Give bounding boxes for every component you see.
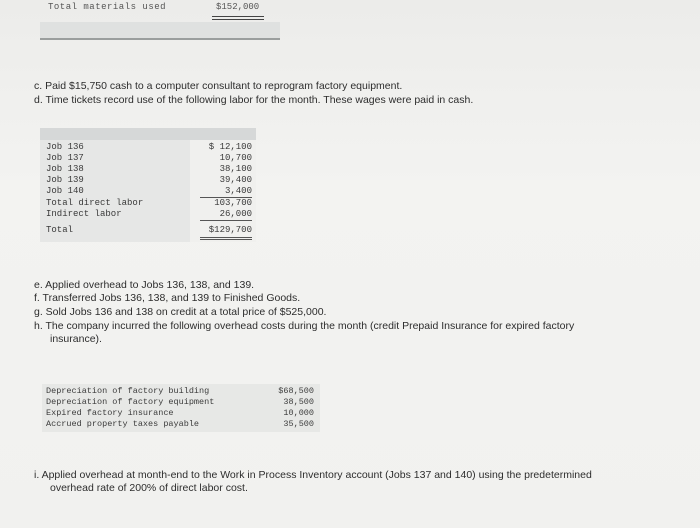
labor-row (40, 142, 256, 153)
labor-row (40, 186, 256, 197)
paragraph-e: e. Applied overhead to Jobs 136, 138, and 139. (34, 279, 255, 291)
overhead-row-value: 10,000 (283, 408, 314, 418)
overhead-row-label: Expired factory insurance (46, 408, 174, 418)
top-row-amount: $152,000 (216, 2, 260, 12)
labor-row-value: 103,700 (214, 198, 252, 208)
labor-table (40, 128, 256, 242)
overhead-table (42, 384, 320, 434)
labor-row-value: 3,400 (224, 186, 252, 196)
paragraph-f: f. Transferred Jobs 136, 138, and 139 to Finished Goods. (34, 292, 301, 304)
top-table-row (40, 2, 280, 42)
overhead-row-label: Depreciation of factory building (46, 386, 210, 396)
overhead-row-value: 38,500 (283, 397, 314, 407)
labor-row (40, 175, 256, 186)
top-row-label: Total materials used (48, 2, 167, 12)
labor-row-label: Job 139 (46, 175, 84, 185)
paragraph-h-line1: h. The company incurred the following overhead costs during the month (credit Prepaid Insurance for expired factory (34, 320, 575, 332)
paragraph-i-line2: overhead rate of 200% of direct labor cost. (50, 482, 248, 494)
overhead-row-label: Depreciation of factory equipment (46, 397, 215, 407)
labor-row-label: Indirect labor (46, 209, 122, 219)
labor-row-value: 38,100 (219, 164, 252, 174)
labor-row-value: 26,000 (219, 209, 252, 219)
labor-table-header (40, 128, 256, 140)
total-double-rule-1 (200, 237, 252, 238)
paragraph-i-line1: i. Applied overhead at month-end to the Work in Process Inventory account (Jobs 137 and 140) using the predetermined (34, 469, 592, 481)
labor-row-label: Total direct labor (46, 198, 144, 208)
overhead-row (42, 408, 320, 419)
paragraph-c: c. Paid $15,750 cash to a computer consultant to reprogram factory equipment. (34, 80, 403, 92)
total-double-rule-2 (200, 239, 252, 240)
overhead-row (42, 397, 320, 408)
labor-row-label: Job 138 (46, 164, 84, 174)
paragraph-g: g. Sold Jobs 136 and 138 on credit at a total price of $525,000. (34, 306, 327, 318)
labor-row-total (40, 225, 256, 236)
paragraph-h-line2: insurance). (50, 333, 102, 345)
total-rule (200, 220, 252, 221)
labor-row-label: Job 136 (46, 142, 84, 152)
labor-row-label: Job 140 (46, 186, 84, 196)
overhead-row (42, 386, 320, 397)
labor-row-value: 10,700 (219, 153, 252, 163)
paragraph-d: d. Time tickets record use of the following labor for the month. These wages were paid in cash. (34, 94, 474, 106)
double-underline-bottom (212, 19, 264, 20)
labor-row-value: $129,700 (208, 225, 252, 235)
overhead-row-value: 35,500 (283, 419, 314, 429)
labor-row-total-direct (40, 198, 256, 209)
labor-row (40, 153, 256, 164)
labor-row-label: Job 137 (46, 153, 84, 163)
labor-row (40, 164, 256, 175)
labor-row-label: Total (46, 225, 74, 235)
labor-row-value: 39,400 (219, 175, 252, 185)
overhead-row (42, 419, 320, 430)
labor-row (40, 209, 256, 220)
double-underline-top (212, 16, 264, 17)
overhead-row-label: Accrued property taxes payable (46, 419, 200, 429)
labor-row-value: $ 12,100 (208, 142, 252, 152)
overhead-row-value: $68,500 (278, 386, 314, 396)
